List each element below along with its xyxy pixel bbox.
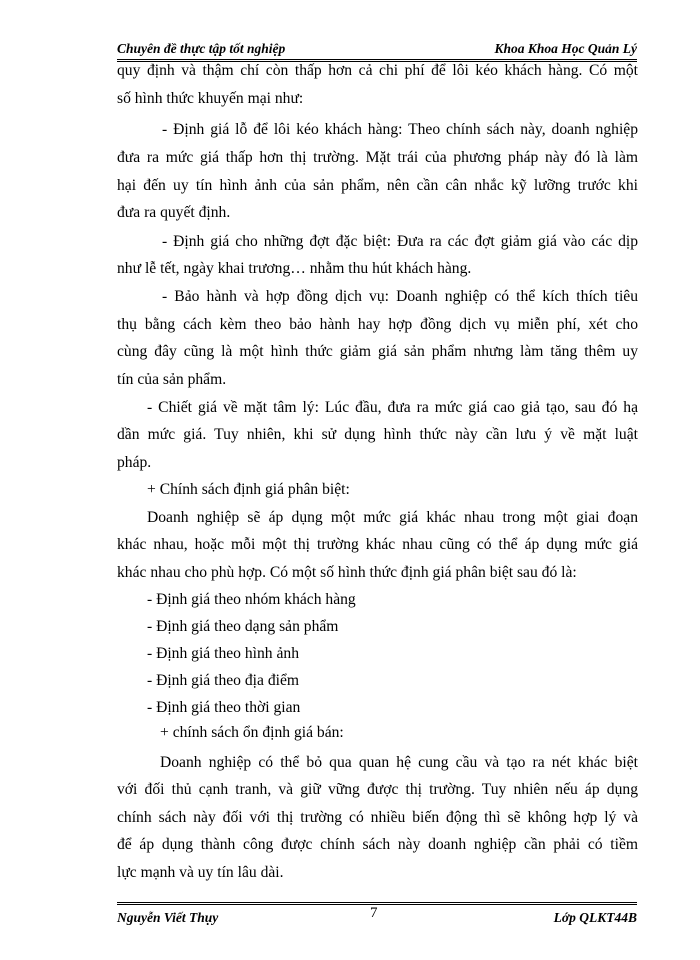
footer-author: Nguyễn Viết Thụy [117, 910, 219, 925]
list-item: - Định giá theo thời gian [147, 699, 301, 716]
text-line: quy định và thậm chí còn thấp hơn cả chi phí để lôi kéo khách hàng. Có một [117, 62, 638, 79]
text-line: đưa ra mức giá thấp hơn thị trường. Mặt trái của phương pháp này đó là làm [117, 149, 638, 166]
header-document-title: Chuyên đề thực tập tốt nghiệp [117, 41, 286, 56]
text-line: - Chiết giá về mặt tâm lý: Lúc đầu, đưa ra mức giá cao giả tạo, sau đó hạ [147, 399, 638, 416]
text-line: như lễ tết, ngày khai trương… nhằm thu hút khách hàng. [117, 260, 472, 277]
text-line: dần mức giá. Tuy nhiên, khi sử dụng hình thức này cần lưu ý về mặt luật [117, 426, 638, 443]
text-line: + Chính sách định giá phân biệt: [147, 481, 350, 498]
list-item: - Định giá theo địa điểm [147, 672, 300, 689]
list-item: - Định giá theo dạng sản phẩm [147, 618, 339, 635]
text-line: - Bảo hành và hợp đồng dịch vụ: Doanh nghiệp có thể kích thích tiêu [162, 288, 638, 305]
footer-class: Lớp QLKT44B [553, 910, 637, 925]
text-line: + chính sách ổn định giá bán: [160, 724, 344, 741]
list-item: - Định giá theo nhóm khách hàng [147, 591, 356, 608]
text-line: tín của sản phẩm. [117, 371, 227, 388]
text-line: đưa ra quyết định. [117, 204, 231, 221]
text-line: khác nhau cho phù hợp. Có một số hình thức định giá phân biệt sau đó là: [117, 564, 577, 581]
header-faculty: Khoa Khoa Học Quản Lý [494, 41, 637, 56]
text-line: với đối thủ cạnh tranh, và giữ vững được thị trường. Tuy nhiên nếu áp dụng [117, 781, 638, 798]
text-line: hại đến uy tín hình ảnh của sản phẩm, nên cần cân nhắc kỹ lưỡng trước khi [117, 177, 638, 194]
text-line: chính sách này đối với thị trường có nhiều biến động thì sẽ không hợp lý và [117, 809, 638, 826]
text-line: cùng đây cũng là một hình thức giảm giá sản phẩm nhưng làm tăng thêm uy [117, 343, 638, 360]
list-item: - Định giá theo hình ảnh [147, 645, 300, 662]
text-line: để áp dụng thành công được chính sách này doanh nghiệp cần phải có tiềm [117, 836, 638, 853]
page-number: 7 [370, 905, 378, 921]
text-line: Doanh nghiệp sẽ áp dụng một mức giá khác nhau trong một giai đoạn [147, 509, 638, 526]
text-line: khác nhau, hoặc mỗi một thị trường khác nhau cũng có thể áp dụng mức giá [117, 536, 638, 553]
text-line: - Định giá lỗ để lôi kéo khách hàng: Theo chính sách này, doanh nghiệp [162, 121, 638, 138]
text-line: lực mạnh và uy tín lâu dài. [117, 864, 284, 881]
text-line: pháp. [117, 454, 152, 471]
text-line: - Định giá cho những đợt đặc biệt: Đưa ra các đợt giảm giá vào các dịp [162, 233, 638, 250]
text-line: thụ bằng cách kèm theo bảo hành hay hợp đồng dịch vụ miễn phí, xét cho [117, 316, 638, 333]
page-header [117, 41, 637, 62]
text-line: số hình thức khuyến mại như: [117, 90, 304, 107]
page-footer [117, 902, 637, 927]
text-line: Doanh nghiệp có thể bỏ qua quan hệ cung cầu và tạo ra nét khác biệt [160, 754, 638, 771]
